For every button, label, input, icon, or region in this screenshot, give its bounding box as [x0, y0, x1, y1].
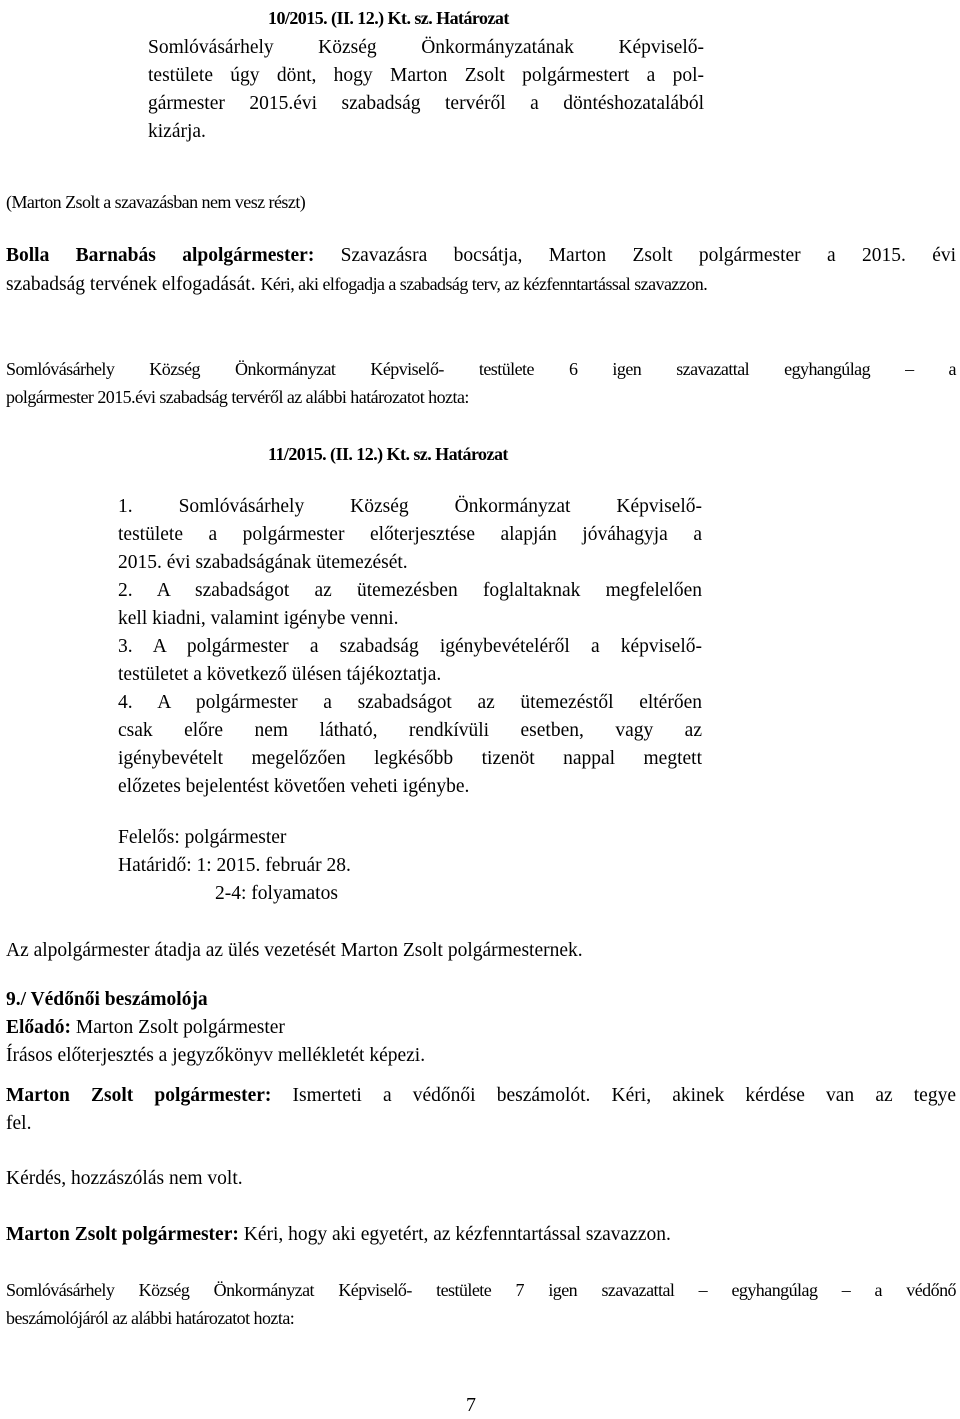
no-questions: Kérdés, hozzászólás nem volt.: [6, 1168, 243, 1189]
resolution-11-line: kell kiadni, valamint igénybe venni.: [118, 608, 399, 629]
resolution-10-line: kizárja.: [148, 121, 206, 142]
marton-1-line-2: fel.: [6, 1113, 32, 1134]
deadline-2: 2-4: folyamatos: [215, 883, 338, 904]
bolla-text: Szavazásra bocsátja, Marton Zsolt polgármester a 2015. évi: [340, 245, 957, 266]
resolution-11-line: testülete a polgármester előterjesztése alapján jóváhagyja a: [118, 524, 702, 545]
resolution-11-line: előzetes bejelentést követően veheti igénybe.: [118, 776, 470, 797]
responsible: Felelős: polgármester: [118, 827, 287, 848]
resolution-11-line: 1. Somlóvásárhely Község Önkormányzat Képviselő-: [118, 496, 702, 517]
bolla-line-2: [6, 270, 956, 299]
bolla-request: Kéri, aki elfogadja a szabadság terv, az kézfenntartással szavazzon.: [260, 274, 708, 294]
resolution-10-body: [148, 34, 704, 146]
resolution-10-heading: 10/2015. (II. 12.) Kt. sz. Határozat: [268, 8, 509, 28]
resolution-11-line: 2015. évi szabadságának ütemezését.: [118, 552, 408, 573]
presenter-value: Marton Zsolt polgármester: [75, 1017, 285, 1038]
vote-1-paragraph: [6, 355, 956, 411]
resolution-10-line: testülete úgy dönt, hogy Marton Zsolt polgármestert a pol-: [148, 65, 704, 86]
marton-speaker: Marton Zsolt polgármester:: [6, 1224, 239, 1245]
vote-2-paragraph: [6, 1276, 956, 1332]
page-number: 7: [466, 1394, 476, 1416]
vote-2-line: beszámolójáról az alábbi határozatot hozta:: [6, 1308, 295, 1328]
deadline-1: Határidő: 1: 2015. február 28.: [118, 855, 351, 876]
marton-text: Kéri, hogy aki egyetért, az kézfenntartással szavazzon.: [243, 1224, 671, 1245]
resolution-10-line: gármester 2015.évi szabadság tervéről a döntéshozatalából: [148, 93, 704, 114]
bolla-text: szabadság tervének elfogadását.: [6, 274, 256, 295]
marton-speaker: Marton Zsolt polgármester:: [6, 1085, 272, 1106]
written-proposal: Írásos előterjesztés a jegyzőkönyv mellékletét képezi.: [6, 1045, 426, 1066]
bolla-paragraph: [6, 242, 956, 299]
vote-1-line: polgármester 2015.évi szabadság tervéről az alábbi határozatot hozta:: [6, 387, 469, 407]
marton-paragraph-2: [6, 1221, 671, 1249]
resolution-11-line: testületet a következő ülésen tájékoztatja.: [118, 664, 442, 685]
vote-2-line: Somlóvásárhely Község Önkormányzat Képviselő- testülete 7 igen szavazattal – egyhangúlag – a védőnő: [6, 1280, 956, 1300]
resolution-11-line: 3. A polgármester a szabadság igénybevételéről a képviselő-: [118, 636, 702, 657]
item-9-heading: 9./ Védőnői beszámolója: [6, 989, 208, 1010]
vote-1-line: Somlóvásárhely Község Önkormányzat Képviselő- testülete 6 igen szavazattal egyhangúlag – a: [6, 359, 956, 379]
marton-paragraph-1: [6, 1082, 956, 1138]
presenter-line: [6, 1014, 285, 1042]
presenter-label: Előadó:: [6, 1017, 72, 1038]
marton-1-line-1: [6, 1082, 956, 1110]
resolution-11-line: 4. A polgármester a szabadságot az ütemezéstől eltérően: [118, 692, 702, 713]
resolution-11-body: [118, 493, 702, 801]
resolution-11-line: igénybevételt megelőzően legkésőbb tizenöt nappal megtett: [118, 748, 702, 769]
bolla-speaker: Bolla Barnabás alpolgármester:: [6, 245, 315, 266]
resolution-10-line: Somlóvásárhely Község Önkormányzatának Képviselő-: [148, 37, 704, 58]
abstain-note: (Marton Zsolt a szavazásban nem vesz részt): [6, 192, 306, 212]
resolution-11-line: csak előre nem látható, rendkívüli esetben, vagy az: [118, 720, 702, 741]
bolla-line-1: [6, 242, 956, 270]
handover-sentence: Az alpolgármester átadja az ülés vezetését Marton Zsolt polgármesternek.: [6, 940, 583, 961]
marton-text: Ismerteti a védőnői beszámolót. Kéri, akinek kérdése van az tegye: [292, 1085, 956, 1106]
resolution-11-heading: 11/2015. (II. 12.) Kt. sz. Határozat: [268, 444, 508, 464]
resolution-11-line: 2. A szabadságot az ütemezésben foglaltaknak megfelelően: [118, 580, 702, 601]
